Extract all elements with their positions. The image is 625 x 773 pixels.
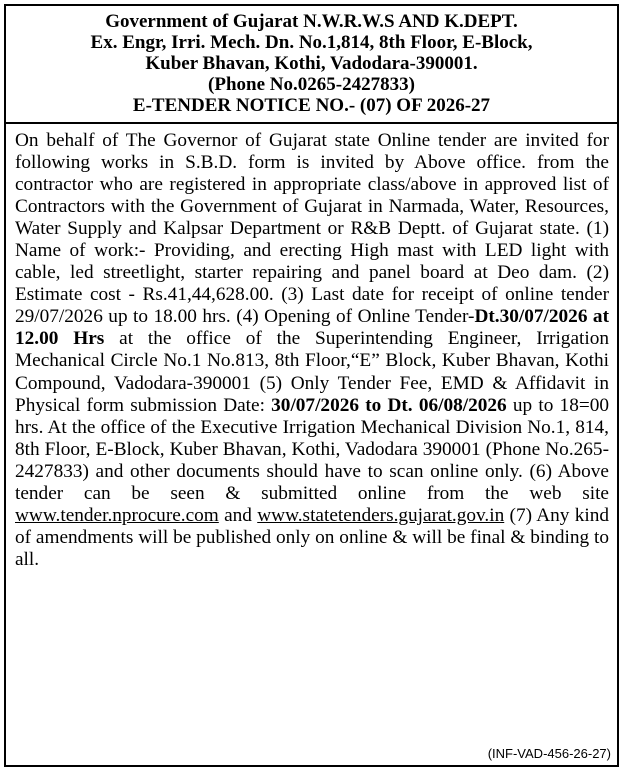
opening-date: Dt.30/07/2026 at 12.00 Hrs bbox=[15, 306, 609, 350]
reference-number: (INF-VAD-456-26-27) bbox=[487, 746, 611, 761]
body-text-2: at the office of the Superintending Engineer, Irrigation Mechanical Circle No.1 No.813, 8th Floor,“E” Block, Kuber Bhavan, Kothi Compound, Vadodara-390001 (5) Only Tender Fee, EMD & Affidavit in Physical form submission Date: bbox=[15, 328, 610, 416]
notice-title: E-TENDER NOTICE NO.- (07) OF 2026-27 bbox=[132, 95, 491, 116]
nprocure-link[interactable]: www.tender.nprocure.com bbox=[15, 504, 219, 526]
body-text-5: (7) Any kind of amendments will be published only on online & will be final & binding to all. bbox=[15, 504, 609, 570]
statetenders-link[interactable]: www.statetenders.gujarat.gov.in bbox=[257, 504, 505, 526]
body-text-1: On behalf of The Governor of Gujarat state Online tender are invited for following works in S.B.D. form is invited by Above office. from the contractor who are registered in appropriate class/above in approved list of Contractors with the Government of Gujarat in Narmada, Water, Resources, Water Supply and Kalpsar Department or R&B Deptt. of Gujarat state. (1) Name of work:- Providing, and erecting High mast with LED light with cable, led streetlight, starter repairing and panel board at Deo dam. (2) Estimate cost - Rs.41,44,628.00. (3) Last date for receipt of online tender 29/07/2026 up to 18.00 hrs. (4) Opening of Online Tender- bbox=[15, 130, 609, 328]
body-text-4: and bbox=[218, 504, 258, 526]
notice-header bbox=[6, 6, 617, 124]
body-text-3: up to 18=00 hrs. At the office of the Executive Irrigation Mechanical Division No.1, 814, 8th Floor, E-Block, Kuber Bhavan, Kothi, Vadodara 390001 (Phone No.265-2427833) and other documents should have to scan online only. (6) Above tender can be seen & submitted online from the web site bbox=[15, 394, 609, 504]
notice-text bbox=[15, 130, 609, 571]
office-address-line-1: Ex. Engr, Irri. Mech. Dn. No.1,814, 8th Floor, E-Block, bbox=[90, 32, 533, 53]
office-phone: (Phone No.0265-2427833) bbox=[208, 74, 415, 95]
office-address-line-2: Kuber Bhavan, Kothi, Vadodara-390001. bbox=[145, 53, 478, 74]
tender-notice bbox=[4, 4, 619, 767]
submission-dates: 30/07/2026 to Dt. 06/08/2026 bbox=[271, 394, 507, 416]
department-name: Government of Gujarat N.W.R.W.S AND K.DEPT. bbox=[105, 11, 518, 32]
notice-body bbox=[6, 124, 617, 571]
